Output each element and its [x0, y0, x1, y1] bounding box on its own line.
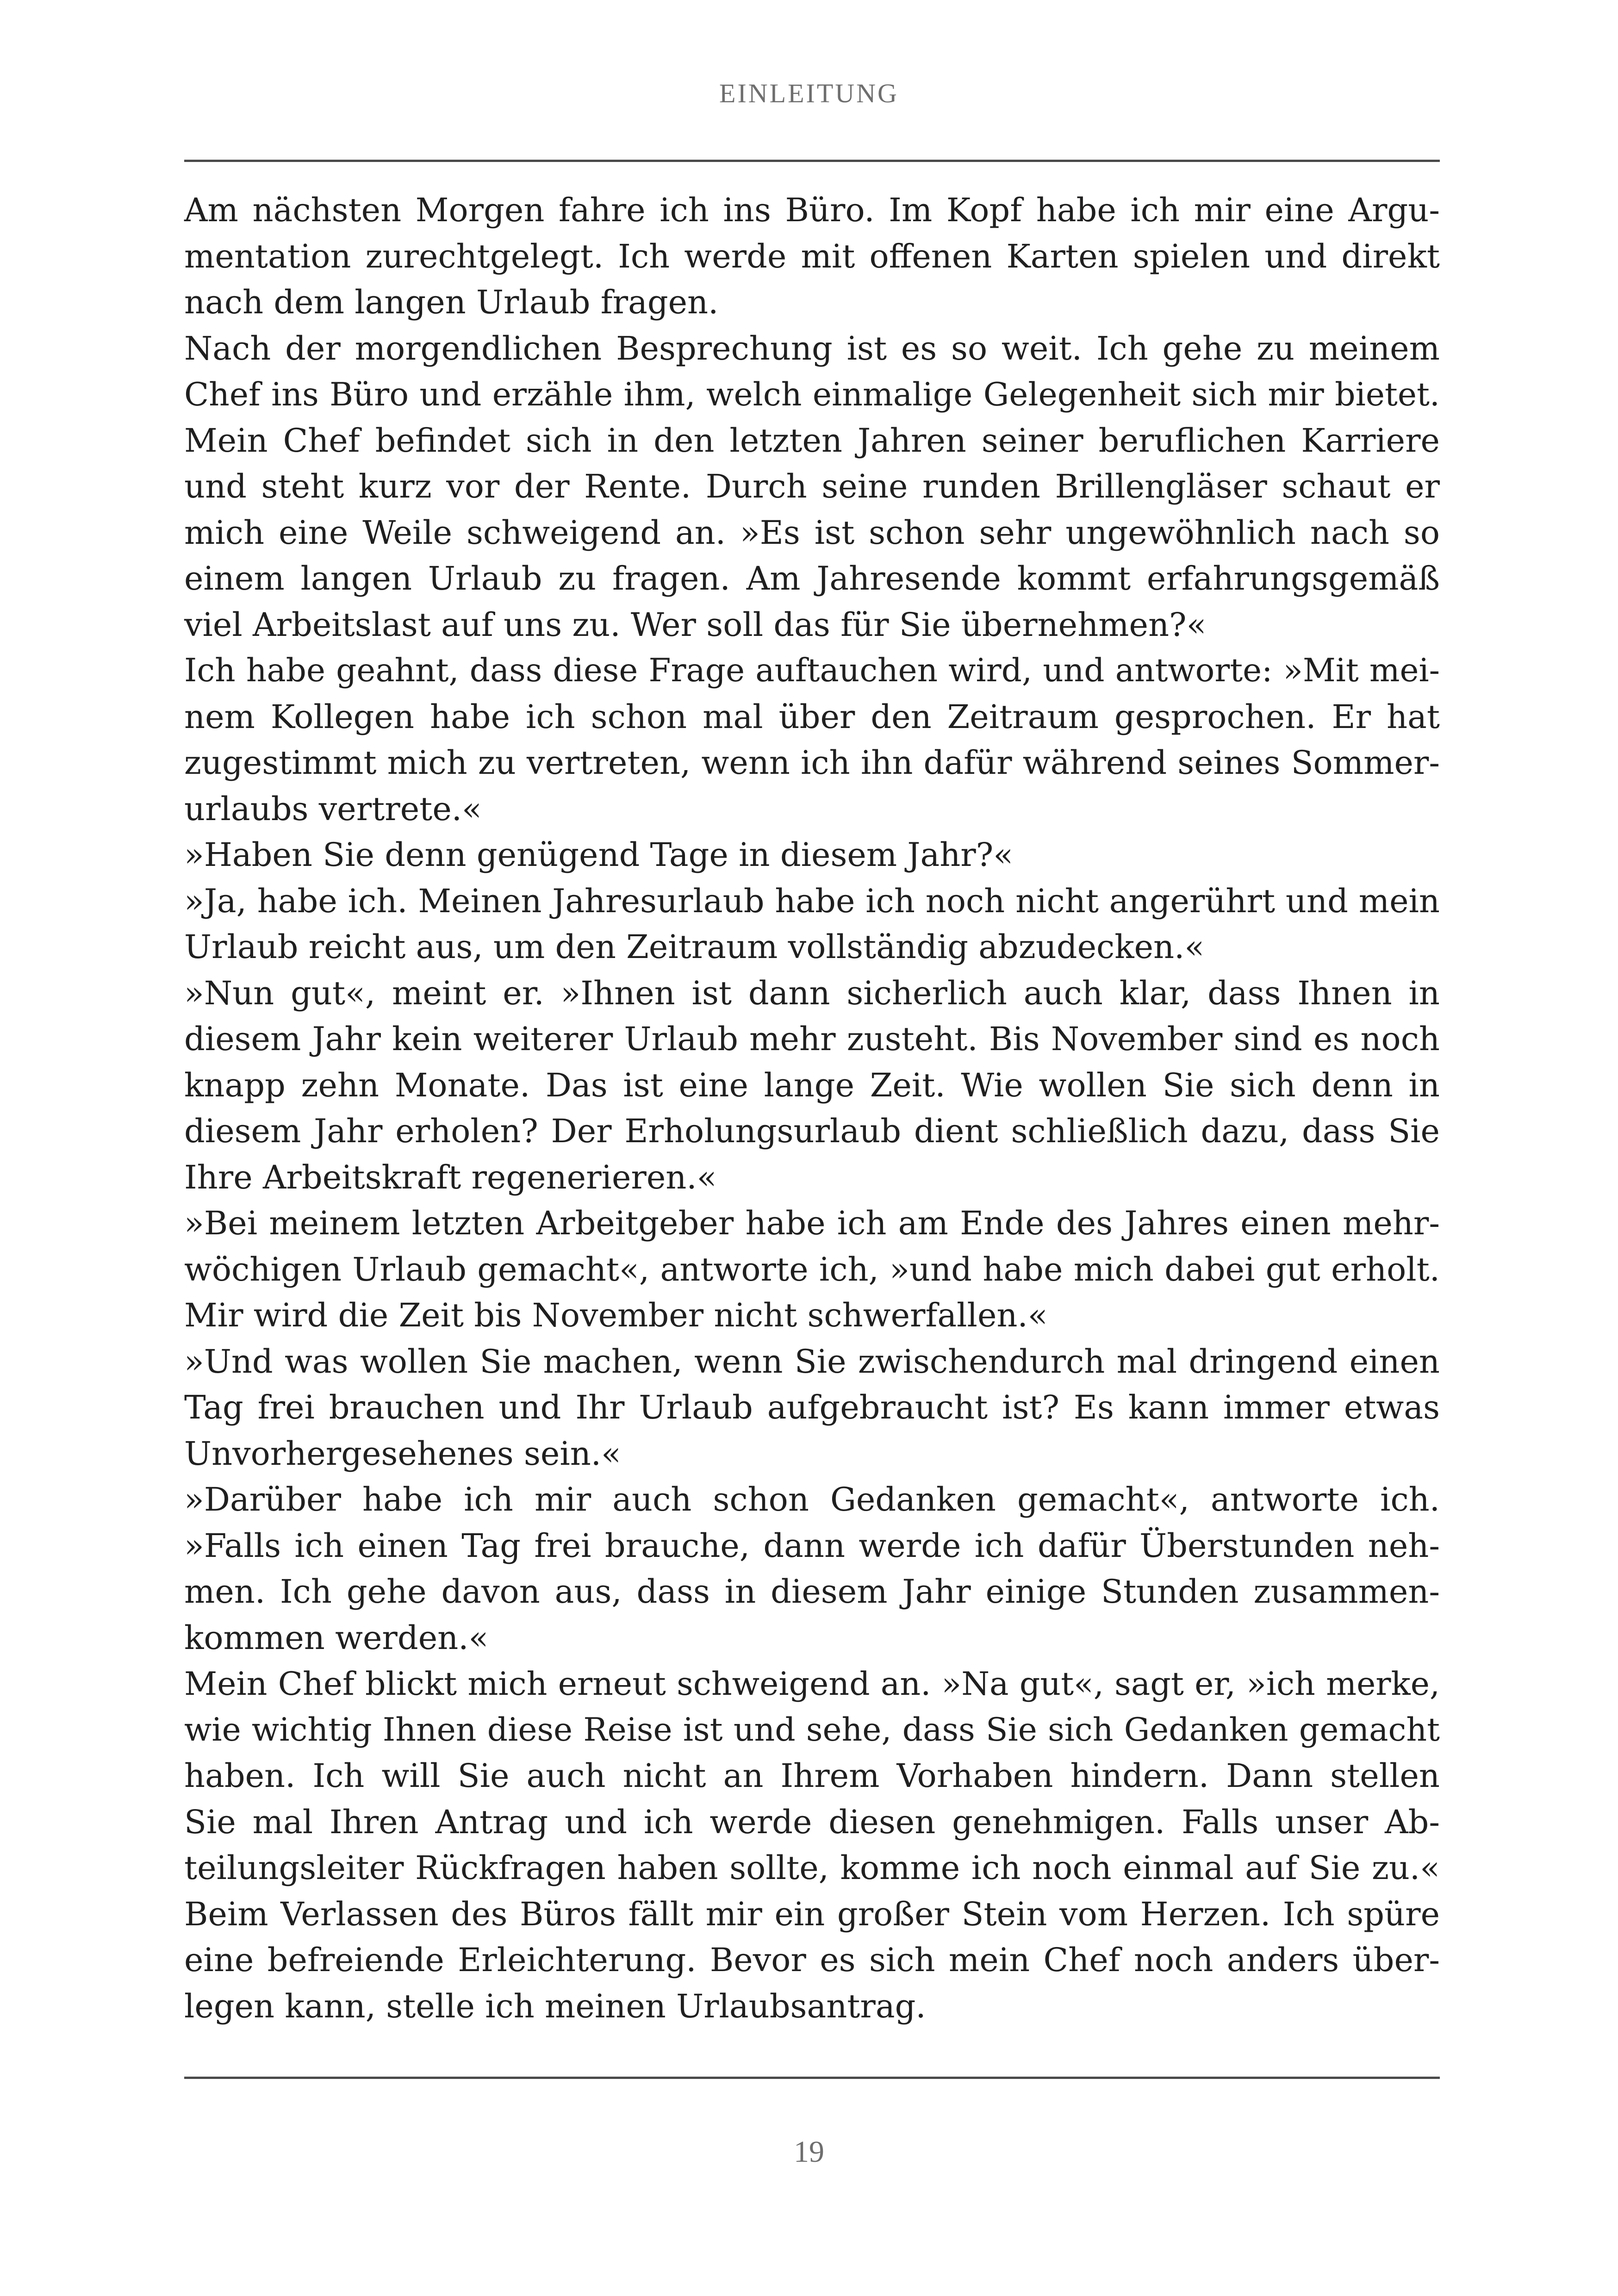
text-line: wöchigen Urlaub gemacht«, antworte ich, »und habe mich dabei gut erholt. — [184, 1250, 1440, 1288]
text-line: viel Arbeitslast auf uns zu. Wer soll das für Sie übernehmen?« — [184, 605, 1207, 644]
header-rule — [184, 160, 1440, 162]
text-line: wie wichtig Ihnen diese Reise ist und sehe, dass Sie sich Gedanken gemacht — [184, 1711, 1440, 1748]
running-header: EINLEITUNG — [719, 78, 899, 108]
text-line: legen kann, stelle ich meinen Urlaubsantrag. — [184, 1987, 926, 2025]
text-line: kommen werden.« — [184, 1618, 489, 1657]
text-line: knapp zehn Monate. Das ist eine lange Zeit. Wie wollen Sie sich denn in — [184, 1066, 1440, 1104]
text-line: diesem Jahr erholen? Der Erholungsurlaub dient schließlich dazu, dass Sie — [184, 1112, 1440, 1150]
text-line: »Ja, habe ich. Meinen Jahresurlaub habe ich noch nicht angerührt und mein — [184, 882, 1440, 920]
footer-rule — [184, 2077, 1440, 2079]
text-line: urlaubs vertrete.« — [184, 790, 482, 828]
text-line: Tag frei brauchen und Ihr Urlaub aufgebraucht ist? Es kann immer etwas — [184, 1388, 1440, 1426]
text-line: »Falls ich einen Tag frei brauche, dann werde ich dafür Überstunden neh- — [184, 1526, 1440, 1565]
text-line: und steht kurz vor der Rente. Durch seine runden Brillengläser schaut er — [184, 467, 1440, 505]
text-line: Urlaub reicht aus, um den Zeitraum vollständig abzudecken.« — [184, 928, 1205, 966]
text-line: Sie mal Ihren Antrag und ich werde diesen genehmigen. Falls unser Ab- — [184, 1803, 1440, 1841]
text-line: eine befreiende Erleichterung. Bevor es sich mein Chef noch anders über- — [184, 1941, 1440, 1979]
text-line: Mein Chef blickt mich erneut schweigend an. »Na gut«, sagt er, »ich merke, — [184, 1665, 1440, 1703]
text-line: zugestimmt mich zu vertreten, wenn ich ihn dafür während seines Sommer- — [184, 744, 1440, 782]
text-line: Ich habe geahnt, dass diese Frage auftauchen wird, und antworte: »Mit mei- — [184, 652, 1440, 689]
text-line: einem langen Urlaub zu fragen. Am Jahresende kommt erfahrungsgemäß — [184, 560, 1440, 597]
text-line: nach dem langen Urlaub fragen. — [184, 283, 719, 321]
text-line: diesem Jahr kein weiterer Urlaub mehr zusteht. Bis November sind es noch — [184, 1020, 1440, 1058]
text-line: »Und was wollen Sie machen, wenn Sie zwischendurch mal dringend einen — [184, 1342, 1440, 1381]
text-line: haben. Ich will Sie auch nicht an Ihrem Vorhaben hindern. Dann stellen — [184, 1757, 1440, 1795]
text-line: Unvorhergesehenes sein.« — [184, 1434, 621, 1473]
text-line: »Nun gut«, meint er. »Ihnen ist dann sicherlich auch klar, dass Ihnen in — [184, 974, 1440, 1012]
text-line: Mein Chef befindet sich in den letzten Jahren seiner beruflichen Karriere — [184, 421, 1440, 460]
text-line: men. Ich gehe davon aus, dass in diesem Jahr einige Stunden zusammen- — [184, 1573, 1440, 1611]
text-line: »Haben Sie denn genügend Tage in diesem Jahr?« — [184, 836, 1014, 874]
text-line: Nach der morgendlichen Besprechung ist es so weit. Ich gehe zu meinem — [184, 329, 1440, 367]
text-line: Ihre Arbeitskraft regenerieren.« — [184, 1158, 717, 1196]
text-line: »Bei meinem letzten Arbeitgeber habe ich am Ende des Jahres einen mehr- — [184, 1204, 1440, 1242]
text-line: mich eine Weile schweigend an. »Es ist schon sehr ungewöhnlich nach so — [184, 513, 1440, 552]
body-text — [184, 187, 1440, 2034]
page-number: 19 — [794, 2135, 824, 2169]
text-line: Beim Verlassen des Büros fällt mir ein großer Stein vom Herzen. Ich spüre — [184, 1895, 1440, 1933]
text-line: »Darüber habe ich mir auch schon Gedanken gemacht«, antworte ich. — [184, 1481, 1440, 1518]
text-line: Am nächsten Morgen fahre ich ins Büro. Im Kopf habe ich mir eine Argu- — [184, 191, 1440, 229]
text-line: mentation zurechtgelegt. Ich werde mit offenen Karten spielen und direkt — [184, 237, 1440, 275]
text-line: Chef ins Büro und erzähle ihm, welch einmalige Gelegenheit sich mir bietet. — [184, 376, 1440, 413]
text-line: nem Kollegen habe ich schon mal über den Zeitraum gesprochen. Er hat — [184, 697, 1440, 736]
text-line: teilungsleiter Rückfragen haben sollte, komme ich noch einmal auf Sie zu.« — [184, 1849, 1440, 1887]
text-line: Mir wird die Zeit bis November nicht schwerfallen.« — [184, 1296, 1048, 1334]
